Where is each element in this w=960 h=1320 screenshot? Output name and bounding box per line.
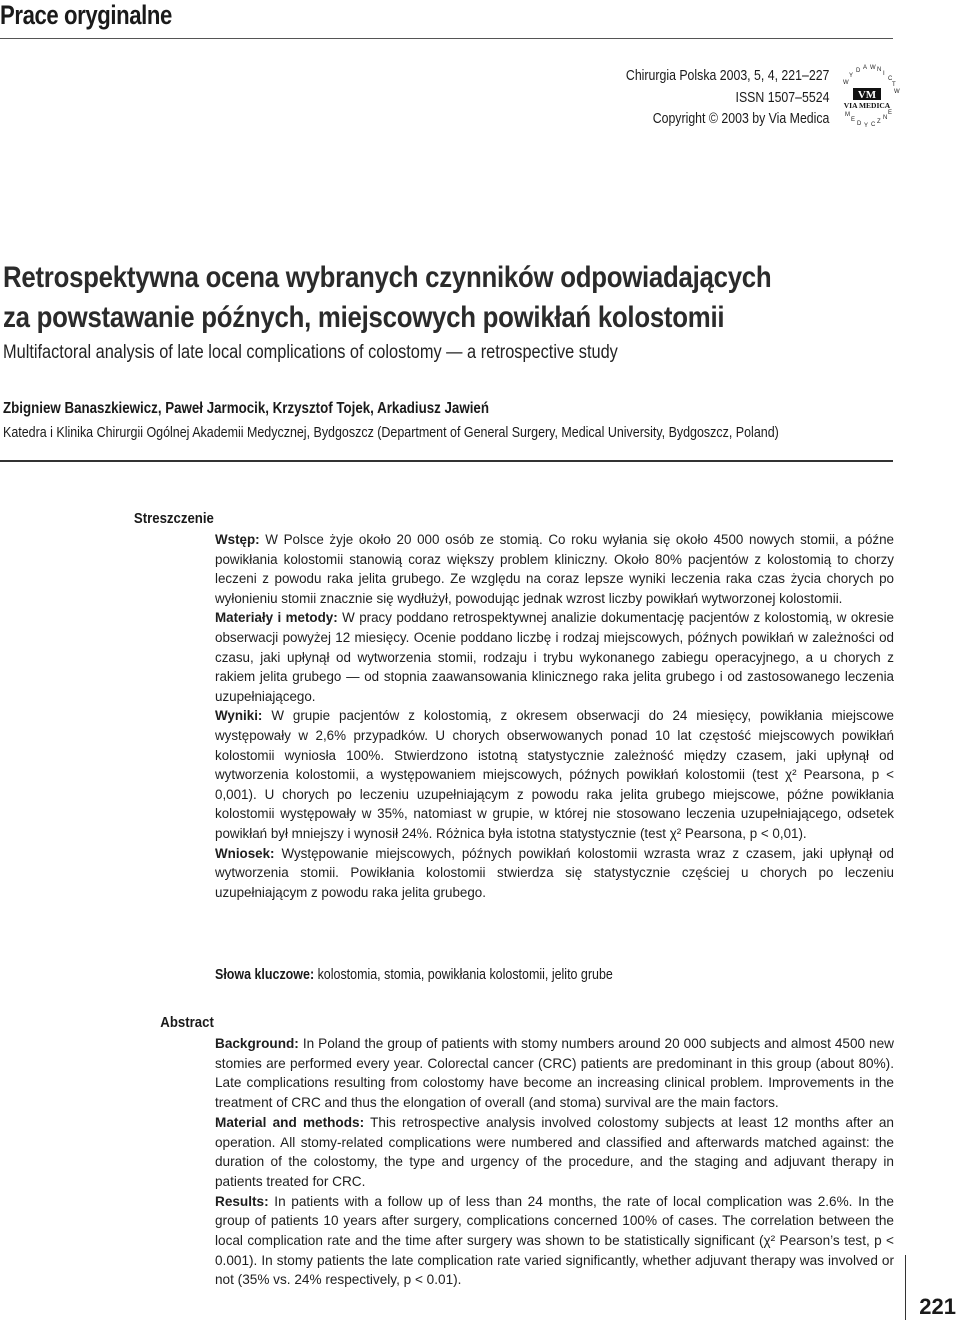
logo-text: VIA MEDICA <box>843 101 891 110</box>
svg-text:E: E <box>851 117 856 123</box>
wniosek-paragraph <box>215 844 894 903</box>
results-label: Results: <box>215 1193 269 1209</box>
background-text: In Poland the group of patients with stomy numbers around 20 000 subjects and almost 4500 new stomies are performed every year. Colorectal cancer (CRC) patients are predominant in this group (about 80%). Late complications resulting from colostomy have become an increasing clinical problem. Improvements in the treatment of CRC and thus the elongation of overall (and stoma) survival are the main factors. <box>215 1036 894 1111</box>
wniosek-text: Występowanie miejscowych, późnych powikłań kolostomii wzrasta wraz z czasem, jaki upłynął od wytworzenia stomii. Powikłania kolostomii stwierdza się statystycznie częściej u chorych po leczeniu uzupełniającym z powodu raka jelita grubego. <box>215 845 894 900</box>
affiliation: Katedra i Klinika Chirurgii Ogólnej Akademii Medycznej, Bydgoszcz (Department of General Surgery, Medical University, Bydgoszcz, Poland) <box>3 425 779 441</box>
svg-text:I: I <box>883 71 885 77</box>
svg-text:T: T <box>892 82 896 88</box>
methods-text: This retrospective analysis involved colostomy subjects at least 12 months after an operation. All stomy-related complications were numbered and classified and afterwards matched against: the duration of the colostomy, the type and urgency of the procedure, and the staging and adjuvant therapy in patients treated for CRC. <box>215 1114 894 1189</box>
results-paragraph <box>215 1192 894 1291</box>
abstract-label: Abstract <box>160 1014 214 1031</box>
journal-info <box>590 66 829 131</box>
wniosek-label: Wniosek: <box>215 845 275 861</box>
materialy-paragraph <box>215 608 894 706</box>
svg-text:Y: Y <box>849 73 854 79</box>
svg-text:W: W <box>870 65 876 71</box>
journal-copyright: Copyright © 2003 by Via Medica <box>652 111 829 127</box>
svg-text:C: C <box>871 122 876 128</box>
materialy-label: Materiały i metody: <box>215 610 338 626</box>
authors: Zbigniew Banaszkiewicz, Paweł Jarmocik, Krzysztof Tojek, Arkadiusz Jawień <box>3 400 489 417</box>
svg-text:W: W <box>894 89 900 95</box>
wyniki-paragraph <box>215 706 894 843</box>
svg-text:A: A <box>863 65 868 71</box>
results-text: In patients with a follow up of less than 24 months, the rate of local complication was 2.6%. In the group of patients 10 years after surgery, complications concerned 100% of cases. The correlation between the local complication rate and the time after surgery was shown to be statistically significant (χ² Pearson’s test, p < 0.001). In stomy patients the late complication rate varied significantly, whether adjuvant therapy was involved or not (35% vs. 24% respectively, p < 0.01). <box>215 1193 894 1288</box>
streszczenie-body <box>215 530 894 902</box>
wyniki-label: Wyniki: <box>215 708 263 724</box>
journal-issn: ISSN 1507–5524 <box>735 89 829 106</box>
top-rule <box>0 38 893 39</box>
svg-text:N: N <box>883 115 888 121</box>
abstract-body <box>215 1034 894 1290</box>
keywords <box>215 967 613 983</box>
svg-text:D: D <box>856 68 861 74</box>
wstep-paragraph <box>215 530 894 608</box>
svg-text:C: C <box>888 76 893 82</box>
wstep-label: Wstęp: <box>215 532 260 547</box>
svg-text:Y: Y <box>864 123 869 129</box>
materialy-text: W pracy poddano retrospektywnej analizie dokumentację pacjentów z kolostomią, w okresie obserwacji powyżej 12 miesięcy. Ocenie poddano liczbę i rodzaj miejscowych, późnych powikłań w zależności od czasu, jaki upłynął od wytworzenia stomii, rodzaju i trybu wykonanego zabiegu operacyjnego, a u chorych z rakiem jelita grubego — od stopnia zaawansowania klinicznego raka jelita grubego i od zastosowanego leczenia uzupełniającego. <box>215 610 894 704</box>
methods-label: Material and methods: <box>215 1114 365 1130</box>
svg-text:Z: Z <box>877 119 881 125</box>
keywords-label: Słowa kluczowe: <box>215 967 315 983</box>
svg-text:W: W <box>843 80 849 86</box>
svg-text:N: N <box>877 67 882 73</box>
background-paragraph <box>215 1034 894 1113</box>
wyniki-text: W grupie pacjentów z kolostomią, z okresem obserwacji do 24 miesięcy, powikłania miejscowe występowały w 2,6% przypadków. U chorych obserwowanych ponad 10 lat częstość miejscowych powikłań kolostomii wyniosła 100%. Stwierdzono istotną statystycznie zależność między czasem, jaki upłynął od wytworzenia kolostomii, a występowaniem miejscowych, późnych powikłań kolostomii (test χ² Pearsona, p < 0,001). U chorych po leczeniu uzupełniającym z powodu raka jelita grubego miejscowe, późne powikłania kolostomii występowały w 35%, natomiast w grupie, w której nie stosowano leczenia uzupełniającego, odsetek powikłań był mniejszy i wynosił 24%. Różnica była istotna statystycznie (test χ² Pearsona, p < 0,01). <box>215 708 894 841</box>
title-line-2: za powstawanie późnych, miejscowych powikłań kolostomii <box>3 301 725 334</box>
wstep-text: W Polsce żyje około 20 000 osób ze stomią. Co roku wyłania się około 4500 nowych stomii, a późne powikłania kolostomii stanowią coraz większy problem kliniczny. Około 80% pacjentów z kolostomią to chorzy leczeni z powodu raka jelita grubego. Ze względu na coraz lepsze wyniki leczenia raka czas życia chorych po wyłonieniu stomii znacznie się wydłużył, powodując jednak wzrost liczby powikłań wytworzonej kolostomii. <box>215 532 894 606</box>
journal-citation: Chirurgia Polska 2003, 5, 4, 221–227 <box>625 68 829 84</box>
background-label: Background: <box>215 1036 299 1051</box>
methods-paragraph <box>215 1113 894 1192</box>
streszczenie-label: Streszczenie <box>134 510 214 527</box>
divider-rule <box>0 460 893 462</box>
svg-text:D: D <box>857 121 862 127</box>
svg-text:VM: VM <box>857 89 877 101</box>
title-line-1: Retrospektywna ocena wybranych czynników odpowiadających <box>3 261 772 294</box>
page-number: 221 <box>919 1294 956 1319</box>
keywords-text: kolostomia, stomia, powikłania kolostomii, jelito grube <box>317 967 613 983</box>
svg-text:E: E <box>888 110 893 116</box>
article-title <box>3 258 903 338</box>
svg-text:M: M <box>845 112 850 118</box>
section-label: Prace oryginalne <box>0 0 172 30</box>
page-number-rule <box>905 1255 906 1320</box>
article-subtitle: Multifactoral analysis of late local complications of colostomy — a retrospective study <box>3 342 618 363</box>
via-medica-logo <box>833 60 901 132</box>
